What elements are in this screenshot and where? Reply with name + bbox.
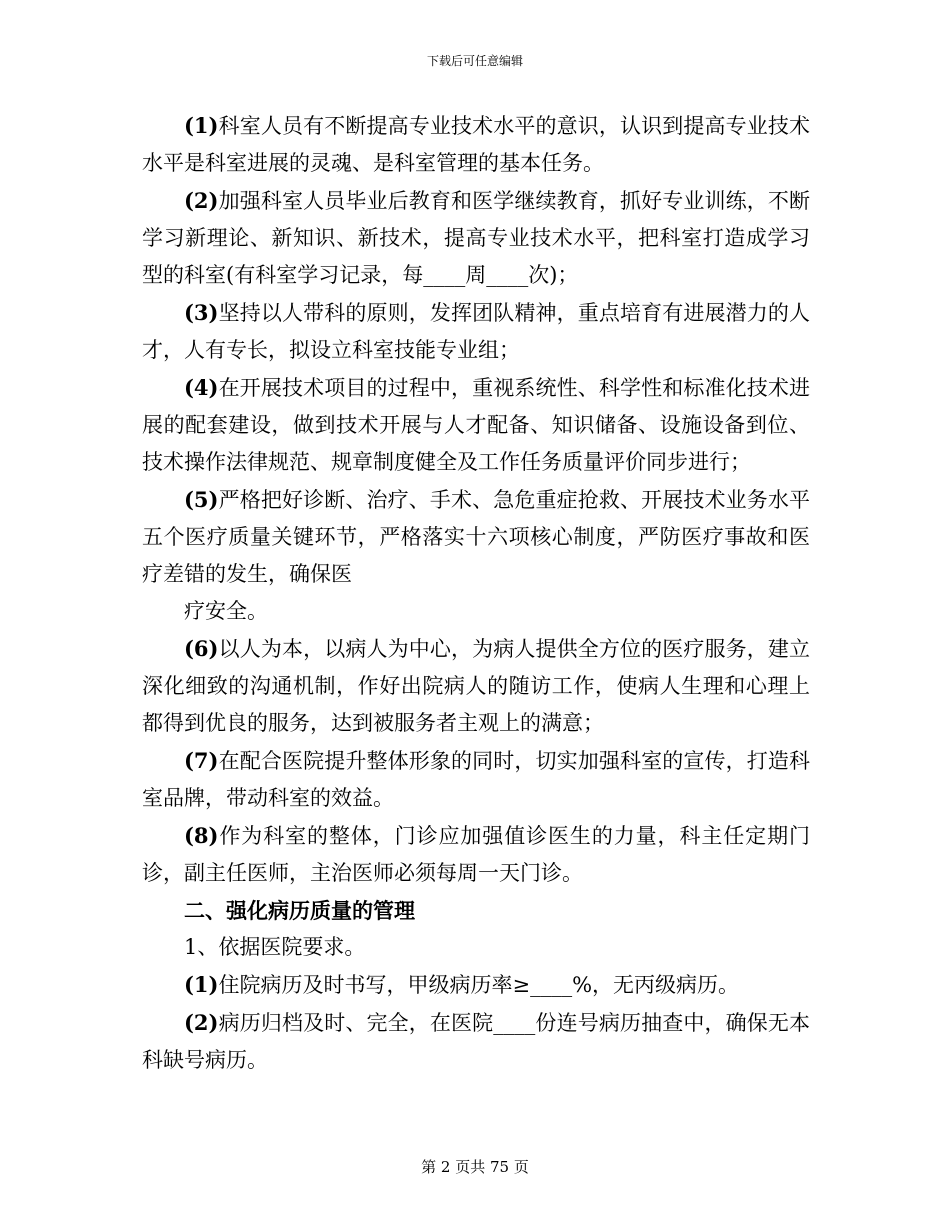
paragraph-text: 在开展技术项目的过程中，重视系统性、科学性和标准化技术进展的配套建设，做到技术开展与人才配备、知识储备、设施设备到位、技术操作法律规范、规章制度健全及工作任务质量评价同步进行； — [142, 376, 810, 474]
paragraph-text: 严格把好诊断、治疗、手术、急危重症抢救、开展技术业务水平五个医疗质量关键环节，严格落实十六项核心制度，严防医疗事故和医疗差错的发生，确保医 — [142, 488, 810, 586]
paragraph-text: 疗安全。 — [184, 599, 268, 623]
paragraph-10 — [142, 1004, 810, 1079]
item-number: (4) — [184, 375, 219, 400]
paragraph-3 — [142, 294, 810, 369]
sub-heading: 1、依据医院要求。 — [184, 935, 366, 959]
paragraph-text: 坚持以人带科的原则，发挥团队精神，重点培育有进展潜力的人才，人有专长，拟设立科室技能专业组； — [142, 301, 810, 362]
item-number: (3) — [184, 300, 219, 325]
item-number: (1) — [184, 113, 219, 138]
paragraph-2 — [142, 182, 810, 294]
paragraph-text: 住院病历及时书写，甲级病历率≥____%，无丙级病历。 — [218, 973, 740, 997]
paragraph-text: 病历归档及时、完全，在医院____份连号病历抽查中，确保无本科缺号病历。 — [142, 1011, 810, 1072]
item-number: (7) — [184, 748, 219, 773]
item-number: (1) — [184, 972, 219, 997]
item-number: (6) — [184, 636, 219, 661]
paragraph-text: 作为科室的整体，门诊应加强值诊医生的力量，科主任定期门诊，副主任医师，主治医师必须每周一天门诊。 — [142, 824, 810, 885]
paragraph-text: 加强科室人员毕业后教育和医学继续教育，抓好专业训练，不断学习新理论、新知识、新技术，提高专业技术水平，把科室打造成学习型的科室(有科室学习记录，每____周____次)； — [142, 189, 810, 287]
paragraph-text: 科室人员有不断提高专业技术水平的意识，认识到提高专业技术水平是科室进展的灵魂、是科室管理的基本任务。 — [142, 114, 810, 175]
paragraph-1 — [142, 107, 810, 182]
paragraph-6 — [142, 630, 810, 742]
item-number: (8) — [184, 823, 219, 848]
paragraph-8 — [142, 817, 810, 892]
paragraph-text: 以人为本，以病人为中心，为病人提供全方位的医疗服务，建立深化细致的沟通机制，作好出院病人的随访工作，使病人生理和心理上都得到优良的服务，达到被服务者主观上的满意； — [142, 637, 810, 735]
item-number: (2) — [184, 188, 219, 213]
paragraph-4 — [142, 369, 810, 481]
paragraph-5 — [142, 481, 810, 593]
item-number: (2) — [184, 1010, 219, 1035]
page-footer: 第 2 页共 75 页 — [421, 1158, 529, 1176]
page-header: 下载后可任意编辑 — [426, 54, 523, 68]
paragraph-5-continued — [142, 593, 810, 630]
document-body — [142, 107, 810, 1079]
paragraph-text: 在配合医院提升整体形象的同时，切实加强科室的宣传，打造科室品牌，带动科室的效益。 — [142, 749, 810, 810]
section-heading: 二、强化病历质量的管理 — [184, 898, 415, 923]
paragraph-7 — [142, 742, 810, 817]
paragraph-9 — [142, 966, 810, 1004]
item-number: (5) — [184, 487, 219, 512]
